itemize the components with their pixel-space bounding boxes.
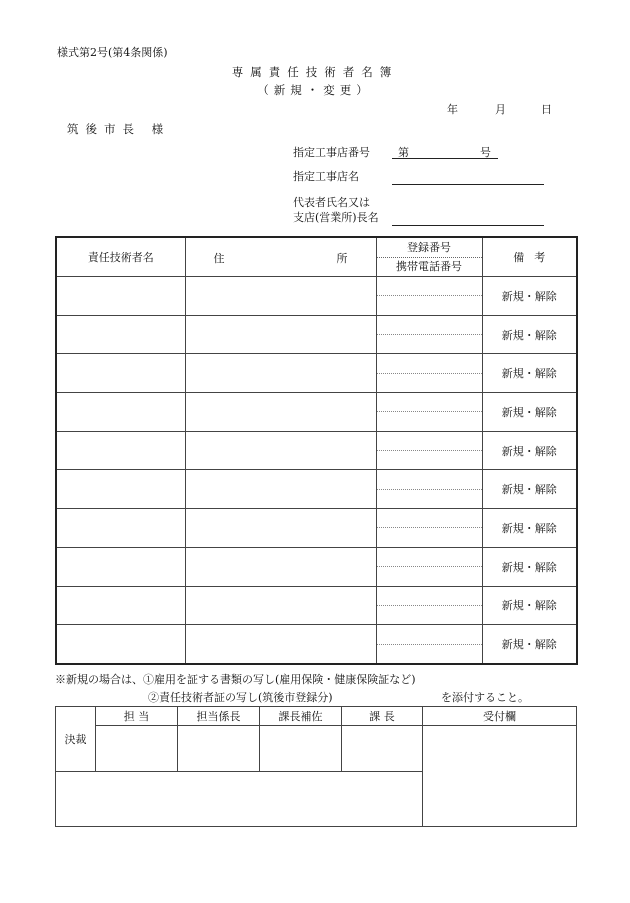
registration-cell[interactable] (376, 547, 482, 586)
contractor-number-suffix: 号 (480, 146, 491, 159)
memo-area[interactable] (56, 772, 423, 827)
table-row (56, 547, 577, 586)
header-uketsuke: 受付欄 (423, 707, 577, 726)
status-cell[interactable]: 新規・解除 (482, 625, 577, 664)
header-technician-name: 責任技術者名 (56, 237, 185, 277)
mobile-number-cell[interactable] (377, 335, 482, 353)
table-row (56, 625, 577, 664)
registration-number-cell[interactable] (377, 471, 482, 490)
reception-stamp-area[interactable] (423, 726, 577, 827)
table-row (56, 354, 577, 393)
header-registration (376, 237, 482, 277)
date-year-label: 年 (447, 103, 458, 116)
decision-label: 決裁 (56, 707, 96, 772)
table-row (56, 277, 577, 316)
technician-name-cell[interactable] (56, 393, 185, 432)
registration-cell[interactable] (376, 586, 482, 625)
registration-number-cell[interactable] (377, 432, 482, 451)
technician-name-cell[interactable] (56, 547, 185, 586)
address-cell[interactable] (185, 277, 376, 316)
form-number: 様式第2号(第4条関係) (57, 46, 168, 59)
technician-name-cell[interactable] (56, 625, 185, 664)
registration-number-cell[interactable] (377, 626, 482, 645)
status-cell[interactable]: 新規・解除 (482, 509, 577, 548)
contractor-number-prefix: 第 (398, 146, 409, 159)
table-row (56, 431, 577, 470)
status-cell[interactable]: 新規・解除 (482, 277, 577, 316)
date-month-label: 月 (495, 103, 506, 116)
address-cell[interactable] (185, 431, 376, 470)
mobile-number-cell[interactable] (377, 296, 482, 314)
registration-number-cell[interactable] (377, 277, 482, 296)
attachment-note-line2-end: を添付すること。 (441, 691, 529, 704)
technician-name-cell[interactable] (56, 354, 185, 393)
address-cell[interactable] (185, 470, 376, 509)
addressee: 筑後市長 様 (67, 122, 171, 136)
table-row (56, 470, 577, 509)
status-cell[interactable]: 新規・解除 (482, 431, 577, 470)
approval-header-row (56, 707, 577, 726)
contractor-name-field[interactable] (392, 184, 544, 185)
header-tanto-kakaricho: 担当係長 (178, 707, 260, 726)
address-cell[interactable] (185, 393, 376, 432)
mobile-number-cell[interactable] (377, 374, 482, 392)
registration-number-cell[interactable] (377, 548, 482, 567)
representative-label-line1: 代表者氏名又は (293, 196, 370, 209)
header-kacho: 課 長 (342, 707, 423, 726)
header-address-part2: 所 (336, 252, 348, 265)
representative-name-field[interactable] (392, 225, 544, 226)
registration-number-cell[interactable] (377, 355, 482, 374)
header-remarks: 備考 (482, 237, 577, 277)
registration-cell[interactable] (376, 315, 482, 354)
mobile-number-cell[interactable] (377, 412, 482, 430)
document-subtitle: （新規・変更） (257, 83, 373, 97)
status-cell[interactable]: 新規・解除 (482, 470, 577, 509)
document-title: 専属責任技術者名簿 (231, 65, 399, 79)
address-cell[interactable] (185, 625, 376, 664)
header-address-part1: 住 (213, 252, 225, 265)
approval-table (55, 706, 577, 827)
mobile-number-cell[interactable] (377, 528, 482, 546)
status-cell[interactable]: 新規・解除 (482, 393, 577, 432)
technician-name-cell[interactable] (56, 470, 185, 509)
registration-number-cell[interactable] (377, 587, 482, 606)
status-cell[interactable]: 新規・解除 (482, 315, 577, 354)
status-cell[interactable]: 新規・解除 (482, 586, 577, 625)
address-cell[interactable] (185, 354, 376, 393)
technician-name-cell[interactable] (56, 431, 185, 470)
technician-name-cell[interactable] (56, 586, 185, 625)
representative-label-line2: 支店(営業所)長名 (293, 211, 379, 224)
mobile-number-cell[interactable] (377, 567, 482, 585)
technician-name-cell[interactable] (56, 315, 185, 354)
stamp-tanto[interactable] (96, 726, 178, 772)
contractor-number-label: 指定工事店番号 (293, 146, 370, 159)
header-mobile-number: 携帯電話番号 (396, 259, 462, 273)
header-kacho-hosa: 課長補佐 (260, 707, 342, 726)
registration-number-cell[interactable] (377, 509, 482, 528)
address-cell[interactable] (185, 509, 376, 548)
stamp-tanto-kakaricho[interactable] (178, 726, 260, 772)
attachment-note-line2: ②責任技術者証の写し(筑後市登録分) (148, 691, 333, 704)
stamp-kacho[interactable] (342, 726, 423, 772)
table-row (56, 509, 577, 548)
table-header-row (56, 237, 577, 277)
header-address (185, 237, 376, 277)
mobile-number-cell[interactable] (377, 490, 482, 508)
technician-name-cell[interactable] (56, 277, 185, 316)
attachment-note-line1: ※新規の場合は、①雇用を証する書類の写し(雇用保険・健康保険証など) (55, 673, 416, 686)
registration-cell[interactable] (376, 354, 482, 393)
header-tanto: 担 当 (96, 707, 178, 726)
registration-cell[interactable] (376, 277, 482, 316)
table-row (56, 315, 577, 354)
contractor-number-field[interactable] (392, 158, 498, 159)
registration-number-cell[interactable] (377, 316, 482, 335)
registration-cell[interactable] (376, 393, 482, 432)
address-cell[interactable] (185, 315, 376, 354)
date-day-label: 日 (541, 103, 552, 116)
address-cell[interactable] (185, 586, 376, 625)
mobile-number-cell[interactable] (377, 606, 482, 624)
approval-stamp-row (56, 726, 577, 772)
stamp-kacho-hosa[interactable] (260, 726, 342, 772)
header-registration-number: 登録番号 (377, 239, 482, 258)
registration-number-cell[interactable] (377, 393, 482, 412)
table-row (56, 586, 577, 625)
technician-table (55, 236, 578, 665)
table-row (56, 393, 577, 432)
status-cell[interactable]: 新規・解除 (482, 354, 577, 393)
mobile-number-cell[interactable] (377, 645, 482, 663)
technician-name-cell[interactable] (56, 509, 185, 548)
registration-cell[interactable] (376, 431, 482, 470)
registration-cell[interactable] (376, 509, 482, 548)
mobile-number-cell[interactable] (377, 451, 482, 469)
status-cell[interactable]: 新規・解除 (482, 547, 577, 586)
contractor-name-label: 指定工事店名 (293, 170, 359, 183)
address-cell[interactable] (185, 547, 376, 586)
registration-cell[interactable] (376, 470, 482, 509)
registration-cell[interactable] (376, 625, 482, 664)
